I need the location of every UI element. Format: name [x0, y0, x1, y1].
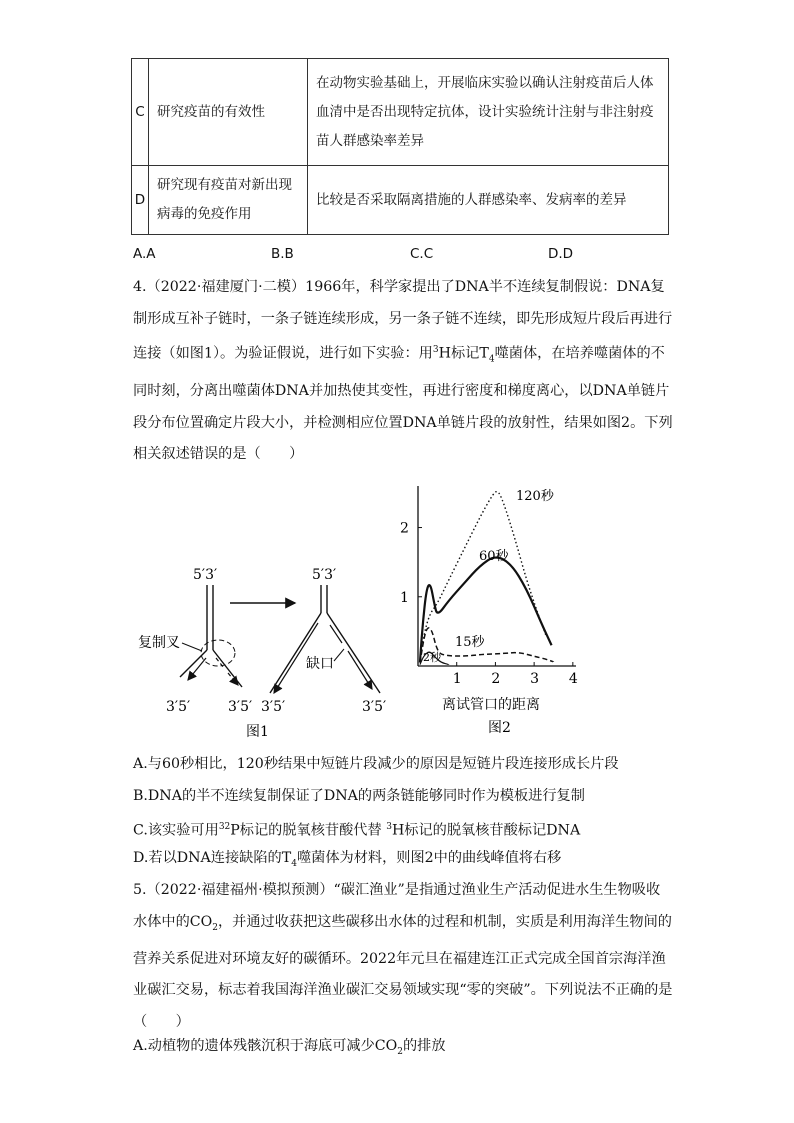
fig1-bottom-2: 3′5′: [228, 699, 253, 715]
row-method: 在动物实验基础上，开展临床实验以确认注射疫苗后人体血清中是否出现特定抗体，设计实验统计注射与非注射疫苗人群感染率差异: [308, 59, 669, 166]
stem-text: H标记T: [438, 345, 489, 362]
subscript: 4: [291, 858, 297, 869]
option-text: 噬菌体为材料，则图2中的曲线峰值将右移: [296, 850, 562, 866]
stem-text: ，并通过收获把这些碳移出水体的过程和机制，实质是利用海洋生物间的营养关系促进对环境友好的碳循环。2022年元旦在福建连江正式完成全国首宗海洋渔业碳汇交易，标志着我国海洋渔业碳汇交易领域实现“零的突破”。下列说法不正确的是（ ）: [133, 913, 673, 1030]
q4-option-a[interactable]: A.与60秒相比，120秒结果中短链片段减少的原因是短链片段连接形成长片段: [133, 756, 619, 772]
q5-option-a[interactable]: [133, 1036, 446, 1062]
fork-label: 复制叉: [138, 635, 180, 651]
fig1-top-left: 5′3′: [193, 567, 218, 583]
y-tick-label: 2: [400, 520, 409, 537]
series-line-60秒: [420, 558, 552, 663]
row-letter: C: [132, 59, 149, 166]
figure-2-chart: [390, 478, 590, 740]
option-text: 的排放: [402, 1038, 446, 1054]
isotope-sup: 32: [218, 822, 231, 832]
x-tick-label: 3: [530, 671, 540, 687]
fig2-series-label-2: 2秒: [423, 651, 441, 664]
x-tick-label: 1: [452, 671, 462, 687]
fig2-series-label-60: 60秒: [479, 549, 509, 564]
fig1-bottom-3: 3′5′: [261, 699, 286, 715]
row-method: 比较是否采取隔离措施的人群感染率、发病率的差异: [308, 166, 669, 235]
table-row: [132, 166, 669, 235]
stem-text: 噬菌体，在培养噬菌体的不同时刻，分离出噬菌体DNA并加热使其变性，再进行密度和梯度离心，以DNA单链片段分布位置确定片段大小，并检测相应位置DNA单链片段的放射性，结果如图2。下列相关叙述错误的是（ ）: [133, 345, 673, 463]
option-text: A.动植物的遗体残骸沉积于海底可减少CO: [133, 1038, 398, 1054]
fig1-bottom-4: 3′5′: [362, 699, 387, 715]
subscript: 2: [397, 1046, 403, 1057]
stem-text: 4.（2022·福建厦门·二模）1966年，科学家提出了DNA半不连续复制假说：DNA复制形成互补子链时，一条子链连续形成，另一条子链不连续，即先形成短片段后再进行连接（如图1）。为验证假说，进行如下实验：用: [133, 279, 673, 362]
figure-1: [130, 555, 410, 740]
table-row: [132, 59, 669, 166]
fig2-xlabel: 离试管口的距离: [442, 697, 540, 713]
fig2-series-label-15: 15秒: [455, 635, 485, 650]
fig2-caption: 图2: [488, 720, 511, 736]
y-tick-label: 1: [400, 589, 409, 606]
fig2-series-label-120: 120秒: [516, 489, 554, 504]
gap-label: 缺口: [306, 656, 334, 672]
row-item: 研究疫苗的有效性: [149, 59, 308, 166]
option-text: H标记的脱氧核苷酸标记DNA: [391, 822, 581, 839]
choice-d[interactable]: D.D: [548, 246, 574, 262]
row-item: 研究现有疫苗对新出现病毒的免疫作用: [149, 166, 308, 235]
subscript: 2: [212, 922, 218, 933]
question-4-stem: [133, 272, 673, 471]
choice-b[interactable]: B.B: [271, 246, 294, 262]
x-tick-label: 2: [491, 671, 501, 687]
fig1-bottom-1: 3′5′: [166, 699, 191, 715]
options-table: [131, 58, 669, 235]
x-tick-label: 4: [568, 671, 578, 687]
option-text: D.若以DNA连接缺陷的T: [133, 850, 292, 866]
choice-a[interactable]: A.A: [133, 246, 156, 262]
option-text: C.该实验可用: [133, 822, 219, 839]
q4-option-b[interactable]: B.DNA的半不连续复制保证了DNA的两条链能够同时作为模板进行复制: [133, 788, 585, 804]
fig1-top-right: 5′3′: [312, 567, 337, 583]
fig1-caption: 图1: [246, 724, 269, 740]
row-letter: D: [132, 166, 149, 235]
question-5-stem: [133, 875, 673, 1038]
q4-option-d[interactable]: [133, 848, 561, 874]
isotope-sup: 3: [386, 822, 392, 832]
isotope-sup: 3: [432, 345, 439, 355]
option-text: P标记的脱氧核苷酸代替: [230, 822, 387, 839]
choice-c[interactable]: C.C: [410, 246, 434, 262]
q4-option-c[interactable]: [133, 817, 580, 841]
subscript: 4: [488, 354, 495, 365]
stem-text: 5.（2022·福建福州·模拟预测）“碳汇渔业”是指通过渔业生产活动促进水生生物吸收水体中的CO: [133, 882, 661, 930]
